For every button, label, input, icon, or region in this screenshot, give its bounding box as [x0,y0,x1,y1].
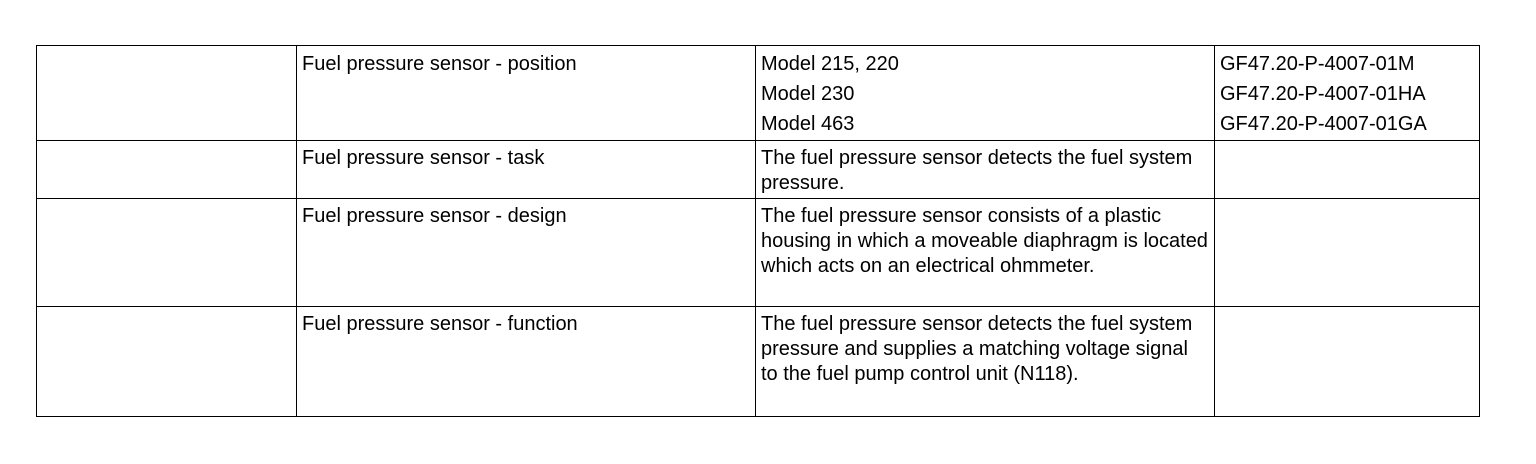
description-text: The fuel pressure sensor detects the fuel system pressure. [761,147,1193,194]
empty-cell [37,46,297,141]
topic-cell [297,141,756,199]
description-cell [756,141,1215,199]
model-item: Model 463 [761,113,855,135]
table-row [37,199,1480,307]
document-table [36,45,1480,417]
topic-text: Fuel pressure sensor - position [302,53,577,75]
doc-reference-link[interactable]: GF47.20-P-4007-01GA [1220,113,1427,135]
topic-text: Fuel pressure sensor - function [302,313,578,335]
model-item: Model 215, 220 [761,53,899,75]
empty-cell [37,307,297,417]
table-row [37,307,1480,417]
topic-text: Fuel pressure sensor - task [302,147,545,169]
doc-reference-link[interactable]: GF47.20-P-4007-01HA [1220,83,1426,105]
topic-cell [297,46,756,141]
topic-cell [297,199,756,307]
models-cell [756,46,1215,141]
table-row [37,141,1480,199]
topic-cell [297,307,756,417]
refs-cell [1215,46,1480,141]
empty-cell [1215,199,1480,307]
description-text: The fuel pressure sensor consists of a plastic housing in which a moveable diaphragm is located which acts on an electrical ohmmeter. [761,205,1208,277]
description-text: The fuel pressure sensor detects the fuel system pressure and supplies a matching voltage signal to the fuel pump control unit (N118). [761,313,1193,385]
empty-cell [1215,141,1480,199]
doc-reference-link[interactable]: GF47.20-P-4007-01M [1220,53,1415,75]
description-cell [756,199,1215,307]
empty-cell [1215,307,1480,417]
topic-text: Fuel pressure sensor - design [302,205,567,227]
table-row [37,46,1480,141]
model-item: Model 230 [761,83,855,105]
empty-cell [37,141,297,199]
empty-cell [37,199,297,307]
description-cell [756,307,1215,417]
